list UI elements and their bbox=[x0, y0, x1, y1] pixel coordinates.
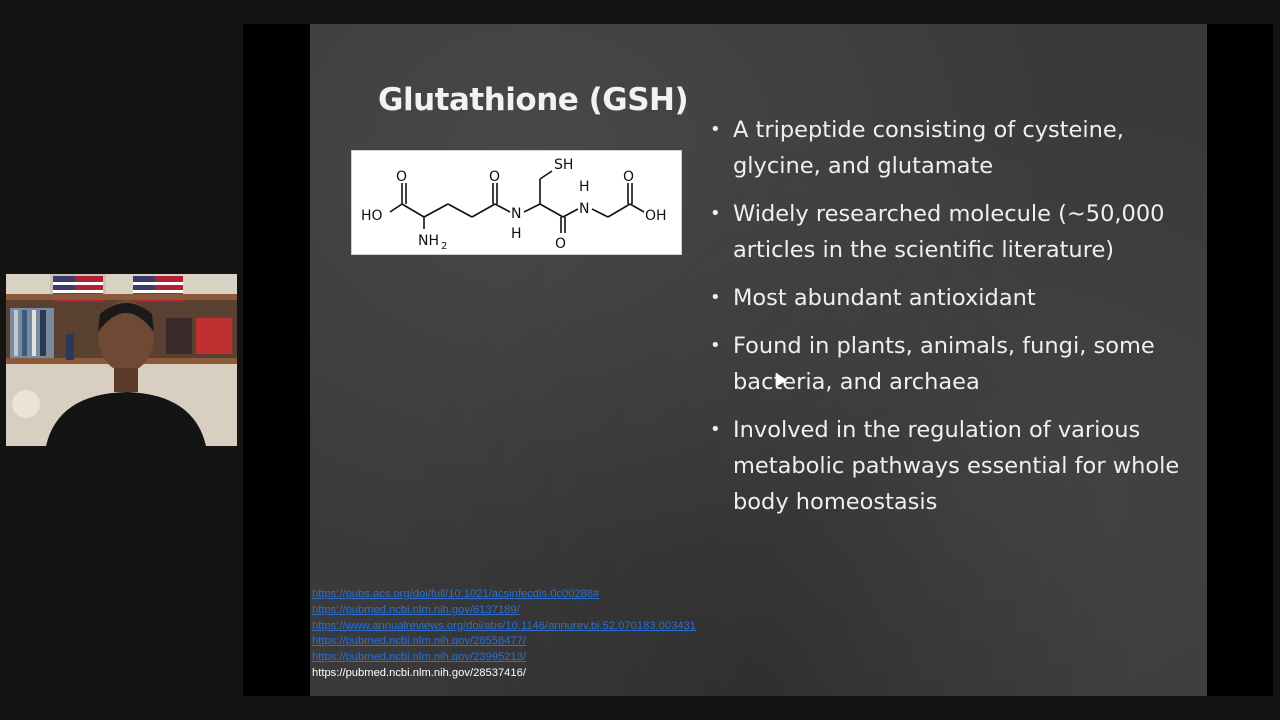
atom-label: O bbox=[489, 169, 501, 185]
bullet-item bbox=[710, 280, 1190, 316]
reference-link[interactable]: https://pubmed.ncbi.nlm.nih.gov/23995213/ bbox=[312, 651, 526, 664]
reference-text: https://pubmed.ncbi.nlm.nih.gov/28537416/ bbox=[312, 666, 526, 679]
bullet-text: Widely researched molecule (~50,000 articles in the scientific literature) bbox=[733, 201, 1165, 263]
atom-label: H bbox=[511, 226, 522, 242]
reference-link[interactable]: https://www.annualreviews.org/doi/abs/10.1146/annurev.bi.52.070183.003431 bbox=[312, 619, 696, 632]
bullet-text: Most abundant antioxidant bbox=[733, 285, 1036, 311]
atom-label: 2 bbox=[441, 241, 448, 252]
atom-label: O bbox=[396, 169, 408, 185]
atom-label: N bbox=[511, 206, 522, 222]
bullet-item bbox=[710, 328, 1190, 400]
reference-link[interactable]: https://pubs.acs.org/doi/full/10.1021/acsinfecdis.0c00288# bbox=[312, 588, 600, 600]
bullet-item bbox=[710, 196, 1190, 268]
bullet-icon: • bbox=[710, 419, 721, 440]
bullet-icon: • bbox=[710, 203, 721, 224]
atom-label: N bbox=[579, 201, 590, 217]
bullet-item bbox=[710, 112, 1190, 184]
atom-label: O bbox=[623, 169, 635, 185]
bullet-text: Involved in the regulation of various metabolic pathways essential for whole body homeostasis bbox=[733, 417, 1180, 515]
bullet-text: A tripeptide consisting of cysteine, glycine, and glutamate bbox=[733, 117, 1124, 179]
webcam-video-feed bbox=[6, 274, 237, 446]
bullet-icon: • bbox=[710, 287, 721, 308]
bullet-text: Found in plants, animals, fungi, some bacteria, and archaea bbox=[733, 333, 1155, 395]
molecule-svg bbox=[352, 151, 681, 254]
atom-label: O bbox=[555, 236, 567, 252]
bullet-item bbox=[710, 412, 1190, 520]
slide-title: Glutathione (GSH) bbox=[378, 82, 689, 118]
atom-label: SH bbox=[554, 157, 574, 173]
glutathione-structure-diagram bbox=[351, 150, 682, 255]
atom-label: NH bbox=[418, 233, 439, 249]
person-video-feed-icon bbox=[6, 274, 237, 446]
atom-label: HO bbox=[361, 208, 383, 224]
reference-link[interactable]: https://pubmed.ncbi.nlm.nih.gov/28558477/ bbox=[312, 635, 526, 648]
reference-list bbox=[312, 587, 912, 682]
atom-label: OH bbox=[645, 208, 667, 224]
bullet-icon: • bbox=[710, 335, 721, 356]
presentation-slide bbox=[310, 24, 1207, 696]
reference-link[interactable]: https://pubmed.ncbi.nlm.nih.gov/6137189/ bbox=[312, 603, 520, 616]
bullet-list bbox=[710, 112, 1190, 532]
bullet-icon: • bbox=[710, 119, 721, 140]
atom-label: H bbox=[579, 179, 590, 195]
